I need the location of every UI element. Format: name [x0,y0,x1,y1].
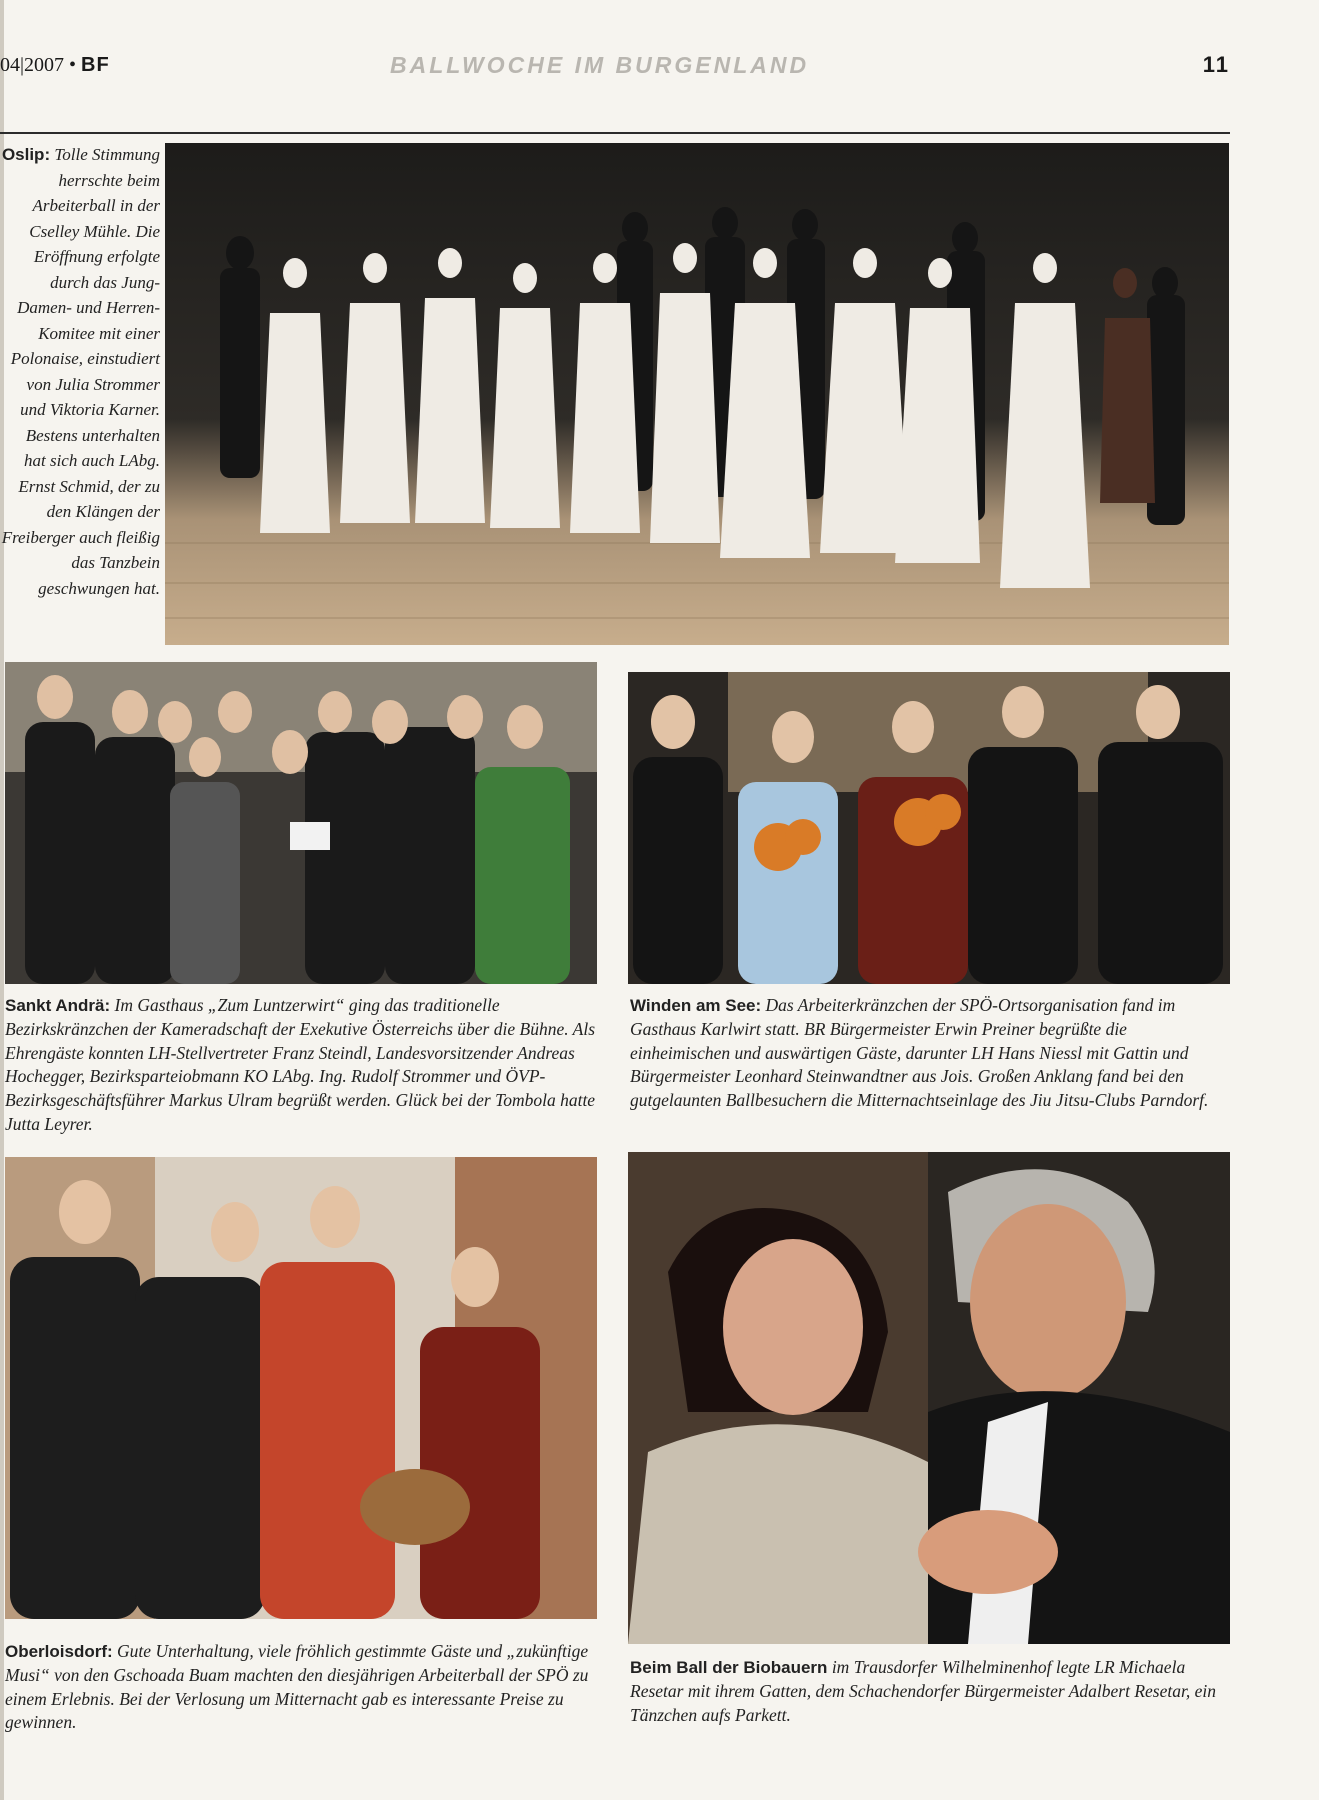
caption-biobauern [630,1656,1230,1727]
caption-text: Gute Unterhaltung, viele fröhlich gestimmte Gäste und „zukünftige Musi“ von den Gschoada Buam machten den diesjährigen Arbeiterball der SPÖ zu einem Erlebnis. Bei der Verlosung um Mitternacht gab es interessante Preise zu gewinnen. [5,1641,589,1733]
photo-oslip-ball [165,143,1229,645]
page-header [0,52,1230,82]
photo-winden-am-see [628,672,1230,984]
caption-text: Tolle Stimmung herrschte beim Arbeiterball in der Cselley Mühle. Die Eröffnung erfolgte durch das Jung-Damen- und Herren-Komitee mit einer Polonaise, einstudiert von Julia Strommer und Viktoria Karner. Bestens unterhalten hat sich auch LAbg. Ernst Schmid, der zu den Klängen der Freiberger auch fleißig das Tanzbein geschwungen hat. [1,145,160,598]
photo-biobauern-ball [628,1152,1230,1644]
header-rule [0,132,1230,134]
caption-sankt-andrae [5,994,597,1137]
caption-place: Oslip: [1,145,51,164]
issue-label [0,52,110,78]
page-number: 11 [1202,52,1230,77]
caption-text: Das Arbeiterkränzchen der SPÖ-Ortsorganisation fand im Gasthaus Karlwirt statt. BR Bürgermeister Erwin Preiner begrüßte die einheimischen und auswärtigen Gäste, darunter LH Hans Niessl mit Gattin und Bürgermeister Leonhard Steinwandtner aus Jois. Großen Anklang fand bei den gutgelaunten Ballbesuchern die Mitternachtseinlage des Jiu Jitsu-Clubs Parndorf. [630,995,1209,1111]
caption-place: Sankt Andrä: [5,996,111,1015]
caption-text: Im Gasthaus „Zum Luntzerwirt“ ging das traditionelle Bezirkskränzchen der Kameradschaft der Exekutive Österreichs über die Bühne. Als Ehrengäste konnten LH-Stellvertreter Franz Steindl, Landesvorsitzender Andreas Hochegger, Bezirksparteiobmann KO LAbg. Ing. Rudolf Strommer und ÖVP-Bezirksgeschäftsführer Markus Ulram begrüßt werden. Glück bei der Tombola hatte Jutta Leyrer. [5,995,596,1134]
photo-oberloisdorf [5,1157,597,1619]
caption-text: im Trausdorfer Wilhelminenhof legte LR Michaela Resetar mit ihrem Gatten, dem Schachendorfer Bürgermeister Adalbert Resetar, ein Tänzchen aufs Parkett. [630,1657,1216,1725]
section-title: BALLWOCHE IM BURGENLAND [390,52,810,78]
caption-winden [630,994,1230,1113]
brand-logo: BF [81,54,110,76]
caption-oslip [0,142,160,601]
issue-number: 04|2007 • [0,54,77,76]
photo-sankt-andrae [5,662,597,984]
caption-oberloisdorf [5,1640,597,1735]
caption-place: Beim Ball der Biobauern [630,1658,828,1677]
caption-place: Oberloisdorf: [5,1642,113,1661]
caption-place: Winden am See: [630,996,762,1015]
